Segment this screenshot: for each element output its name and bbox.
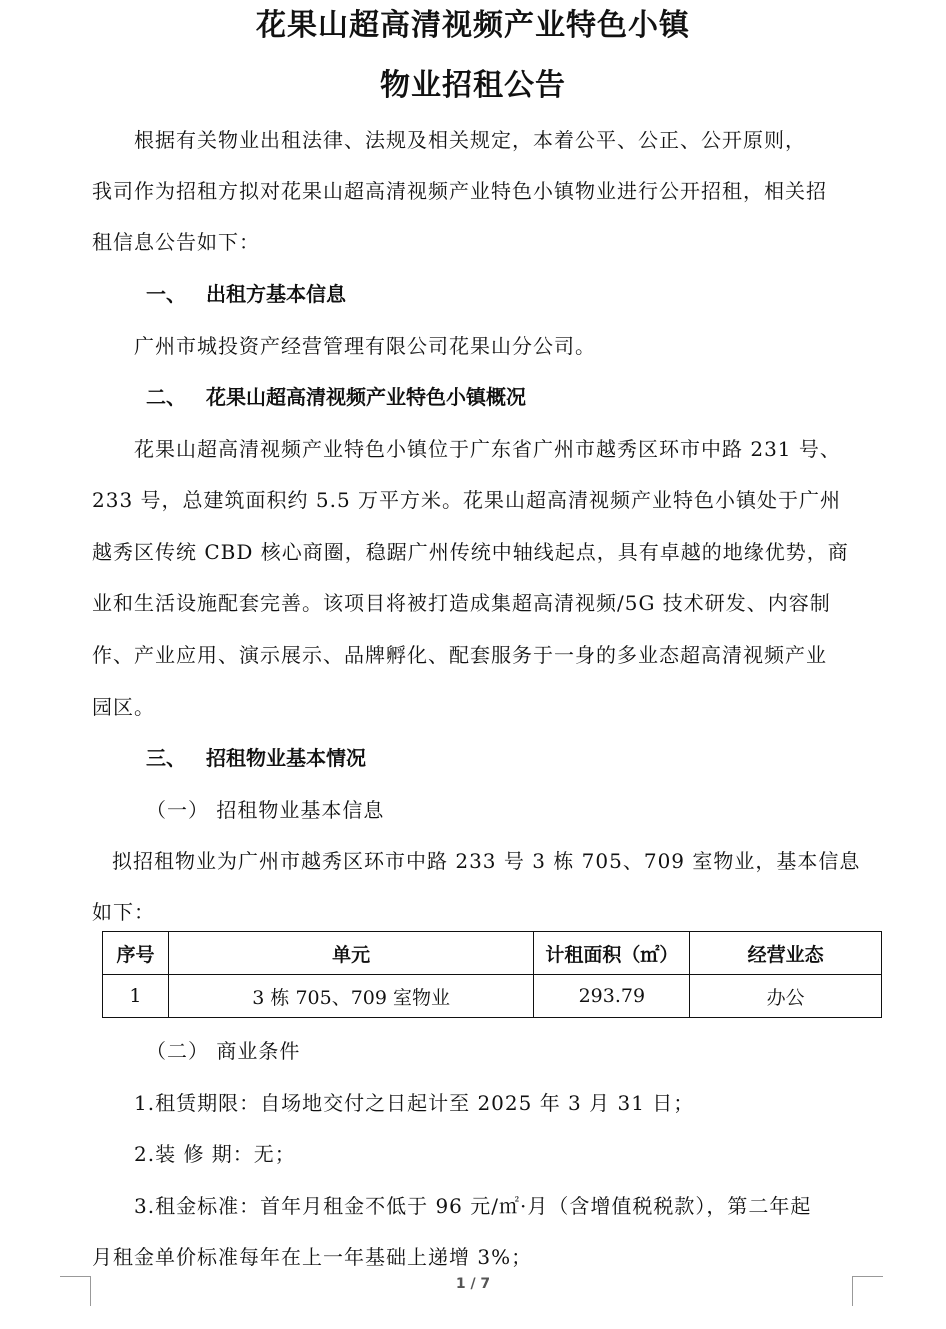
table-cell: 3 栋 705、709 室物业 <box>168 975 533 1018</box>
sub1-body-line: 拟招租物业为广州市越秀区环市中路 233 号 3 栋 705、709 室物业，基本信息 <box>112 849 861 873</box>
table-header-cell: 单元 <box>168 932 533 975</box>
document-title-line2: 物业招租公告 <box>380 68 566 103</box>
table-cell: 293.79 <box>534 975 690 1018</box>
section-title: 招租物业基本情况 <box>206 746 366 770</box>
intro-line: 根据有关物业出租法律、法规及相关规定，本着公平、公正、公开原则， <box>134 128 806 152</box>
section2-body-line: 园区。 <box>92 695 155 719</box>
section-number: 二、 <box>146 385 186 409</box>
table-cell: 1 <box>103 975 169 1018</box>
section-title: 花果山超高清视频产业特色小镇概况 <box>206 385 526 409</box>
subsection-1-heading: （一） 招租物业基本信息 <box>146 798 385 822</box>
section-number: 三、 <box>146 746 186 770</box>
section-number: 一、 <box>146 282 186 306</box>
table-header-row <box>103 932 882 975</box>
intro-line: 租信息公告如下： <box>92 230 260 254</box>
property-table <box>102 931 882 1018</box>
table-header-cell: 经营业态 <box>690 932 882 975</box>
document-title-line1: 花果山超高清视频产业特色小镇 <box>256 8 690 43</box>
section-heading-3 <box>146 743 366 773</box>
section2-body-line: 业和生活设施配套完善。该项目将被打造成集超高清视频/5G 技术研发、内容制 <box>92 591 831 615</box>
section2-body-line: 233 号，总建筑面积约 5.5 万平方米。花果山超高清视频产业特色小镇处于广州 <box>92 488 842 512</box>
section2-body-line: 越秀区传统 CBD 核心商圈，稳踞广州传统中轴线起点，具有卓越的地缘优势，商 <box>92 540 849 564</box>
section2-body-line: 花果山超高清视频产业特色小镇位于广东省广州市越秀区环市中路 231 号、 <box>134 437 841 461</box>
table-cell: 办公 <box>690 975 882 1018</box>
table-header-cell: 序号 <box>103 932 169 975</box>
page-number: 1 / 7 <box>455 1276 491 1292</box>
term-line: 月租金单价标准每年在上一年基础上递增 3%； <box>92 1245 533 1269</box>
table-header-cell: 计租面积（㎡） <box>534 932 690 975</box>
table-row <box>103 975 882 1018</box>
section1-body: 广州市城投资产经营管理有限公司花果山分公司。 <box>134 334 596 358</box>
section-heading-2 <box>146 382 526 412</box>
term-line: 2.装 修 期：无； <box>134 1142 296 1166</box>
subsection-2-heading: （二） 商业条件 <box>146 1039 301 1063</box>
term-line: 3.租金标准：首年月租金不低于 96 元/㎡·月（含增值税税款），第二年起 <box>134 1194 812 1218</box>
section2-body-line: 作、产业应用、演示展示、品牌孵化、配套服务于一身的多业态超高清视频产业 <box>92 643 827 667</box>
intro-line: 我司作为招租方拟对花果山超高清视频产业特色小镇物业进行公开招租，相关招 <box>92 179 827 203</box>
section-title: 出租方基本信息 <box>206 282 346 306</box>
section-heading-1 <box>146 279 346 309</box>
term-line: 1.租赁期限：自场地交付之日起计至 2025 年 3 月 31 日； <box>134 1091 695 1115</box>
sub1-body-line: 如下： <box>92 900 155 924</box>
